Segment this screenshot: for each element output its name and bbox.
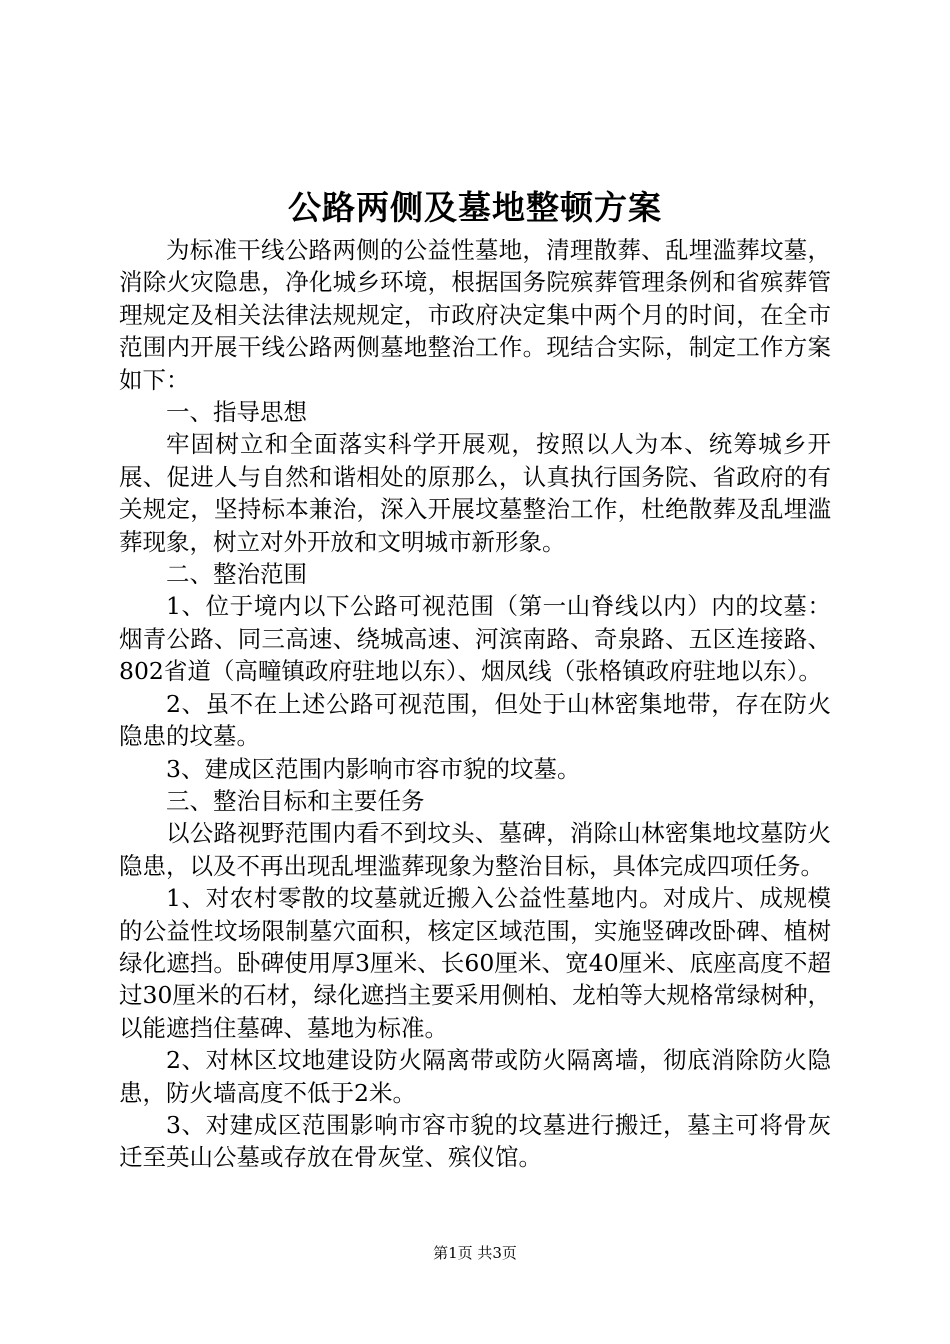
paragraph-scope-1: 1、位于境内以下公路可视范围（第一山脊线以内）内的坟墓：烟青公路、同三高速、绕城高速、河滨南路、奇泉路、五区连接路、802省道（高疃镇政府驻地以东）、烟凤线（张格镇政府驻地以东）。 [119, 592, 831, 686]
paragraph-scope-3: 3、建成区范围内影响市容市貌的坟墓。 [166, 754, 581, 783]
section-heading-guiding-ideology: 一、指导思想 [166, 398, 307, 427]
paragraph-task-1: 1、对农村零散的坟墓就近搬入公益性墓地内。对成片、成规模的公益性坟场限制墓穴面积，核定区域范围，实施竖碑改卧碑、植树绿化遮挡。卧碑使用厚3厘米、长60厘米、宽40厘米、底座高度不超过30厘米的石材，绿化遮挡主要采用侧柏、龙柏等大规格常绿树种，以能遮挡住墓碑、墓地为标准。 [119, 884, 831, 1042]
document-title: 公路两侧及墓地整顿方案 [288, 188, 662, 227]
section-heading-goals-tasks: 三、整治目标和主要任务 [166, 786, 425, 815]
page-number-footer: 第1页 共3页 [433, 1244, 517, 1262]
section-heading-scope: 二、整治范围 [166, 560, 307, 589]
paragraph-guiding-ideology: 牢固树立和全面落实科学开展观，按照以人为本、统筹城乡开展、促进人与自然和谐相处的原那么，认真执行国务院、省政府的有关规定，坚持标本兼治，深入开展坟墓整治工作，杜绝散葬及乱埋滥葬现象，树立对外开放和文明城市新形象。 [119, 430, 831, 556]
paragraph-goals: 以公路视野范围内看不到坟头、墓碑，消除山林密集地坟墓防火隐患，以及不再出现乱埋滥葬现象为整治目标，具体完成四项任务。 [119, 819, 831, 880]
paragraph-task-2: 2、对林区坟地建设防火隔离带或防火隔离墙，彻底消除防火隐患，防火墙高度不低于2米。 [119, 1046, 831, 1107]
paragraph-scope-2: 2、虽不在上述公路可视范围，但处于山林密集地带，存在防火隐患的坟墓。 [119, 689, 831, 751]
paragraph-task-3: 3、对建成区范围影响市容市貌的坟墓进行搬迁，墓主可将骨灰迁至英山公墓或存放在骨灰堂、殡仪馆。 [119, 1110, 831, 1172]
paragraph-intro: 为标准干线公路两侧的公益性墓地，清理散葬、乱埋滥葬坟墓，消除火灾隐患，净化城乡环境，根据国务院殡葬管理条例和省殡葬管理规定及相关法律法规规定，市政府决定集中两个月的时间，在全市范围内开展干线公路两侧墓地整治工作。现结合实际，制定工作方案如下： [119, 236, 831, 394]
document-body [119, 234, 831, 1174]
